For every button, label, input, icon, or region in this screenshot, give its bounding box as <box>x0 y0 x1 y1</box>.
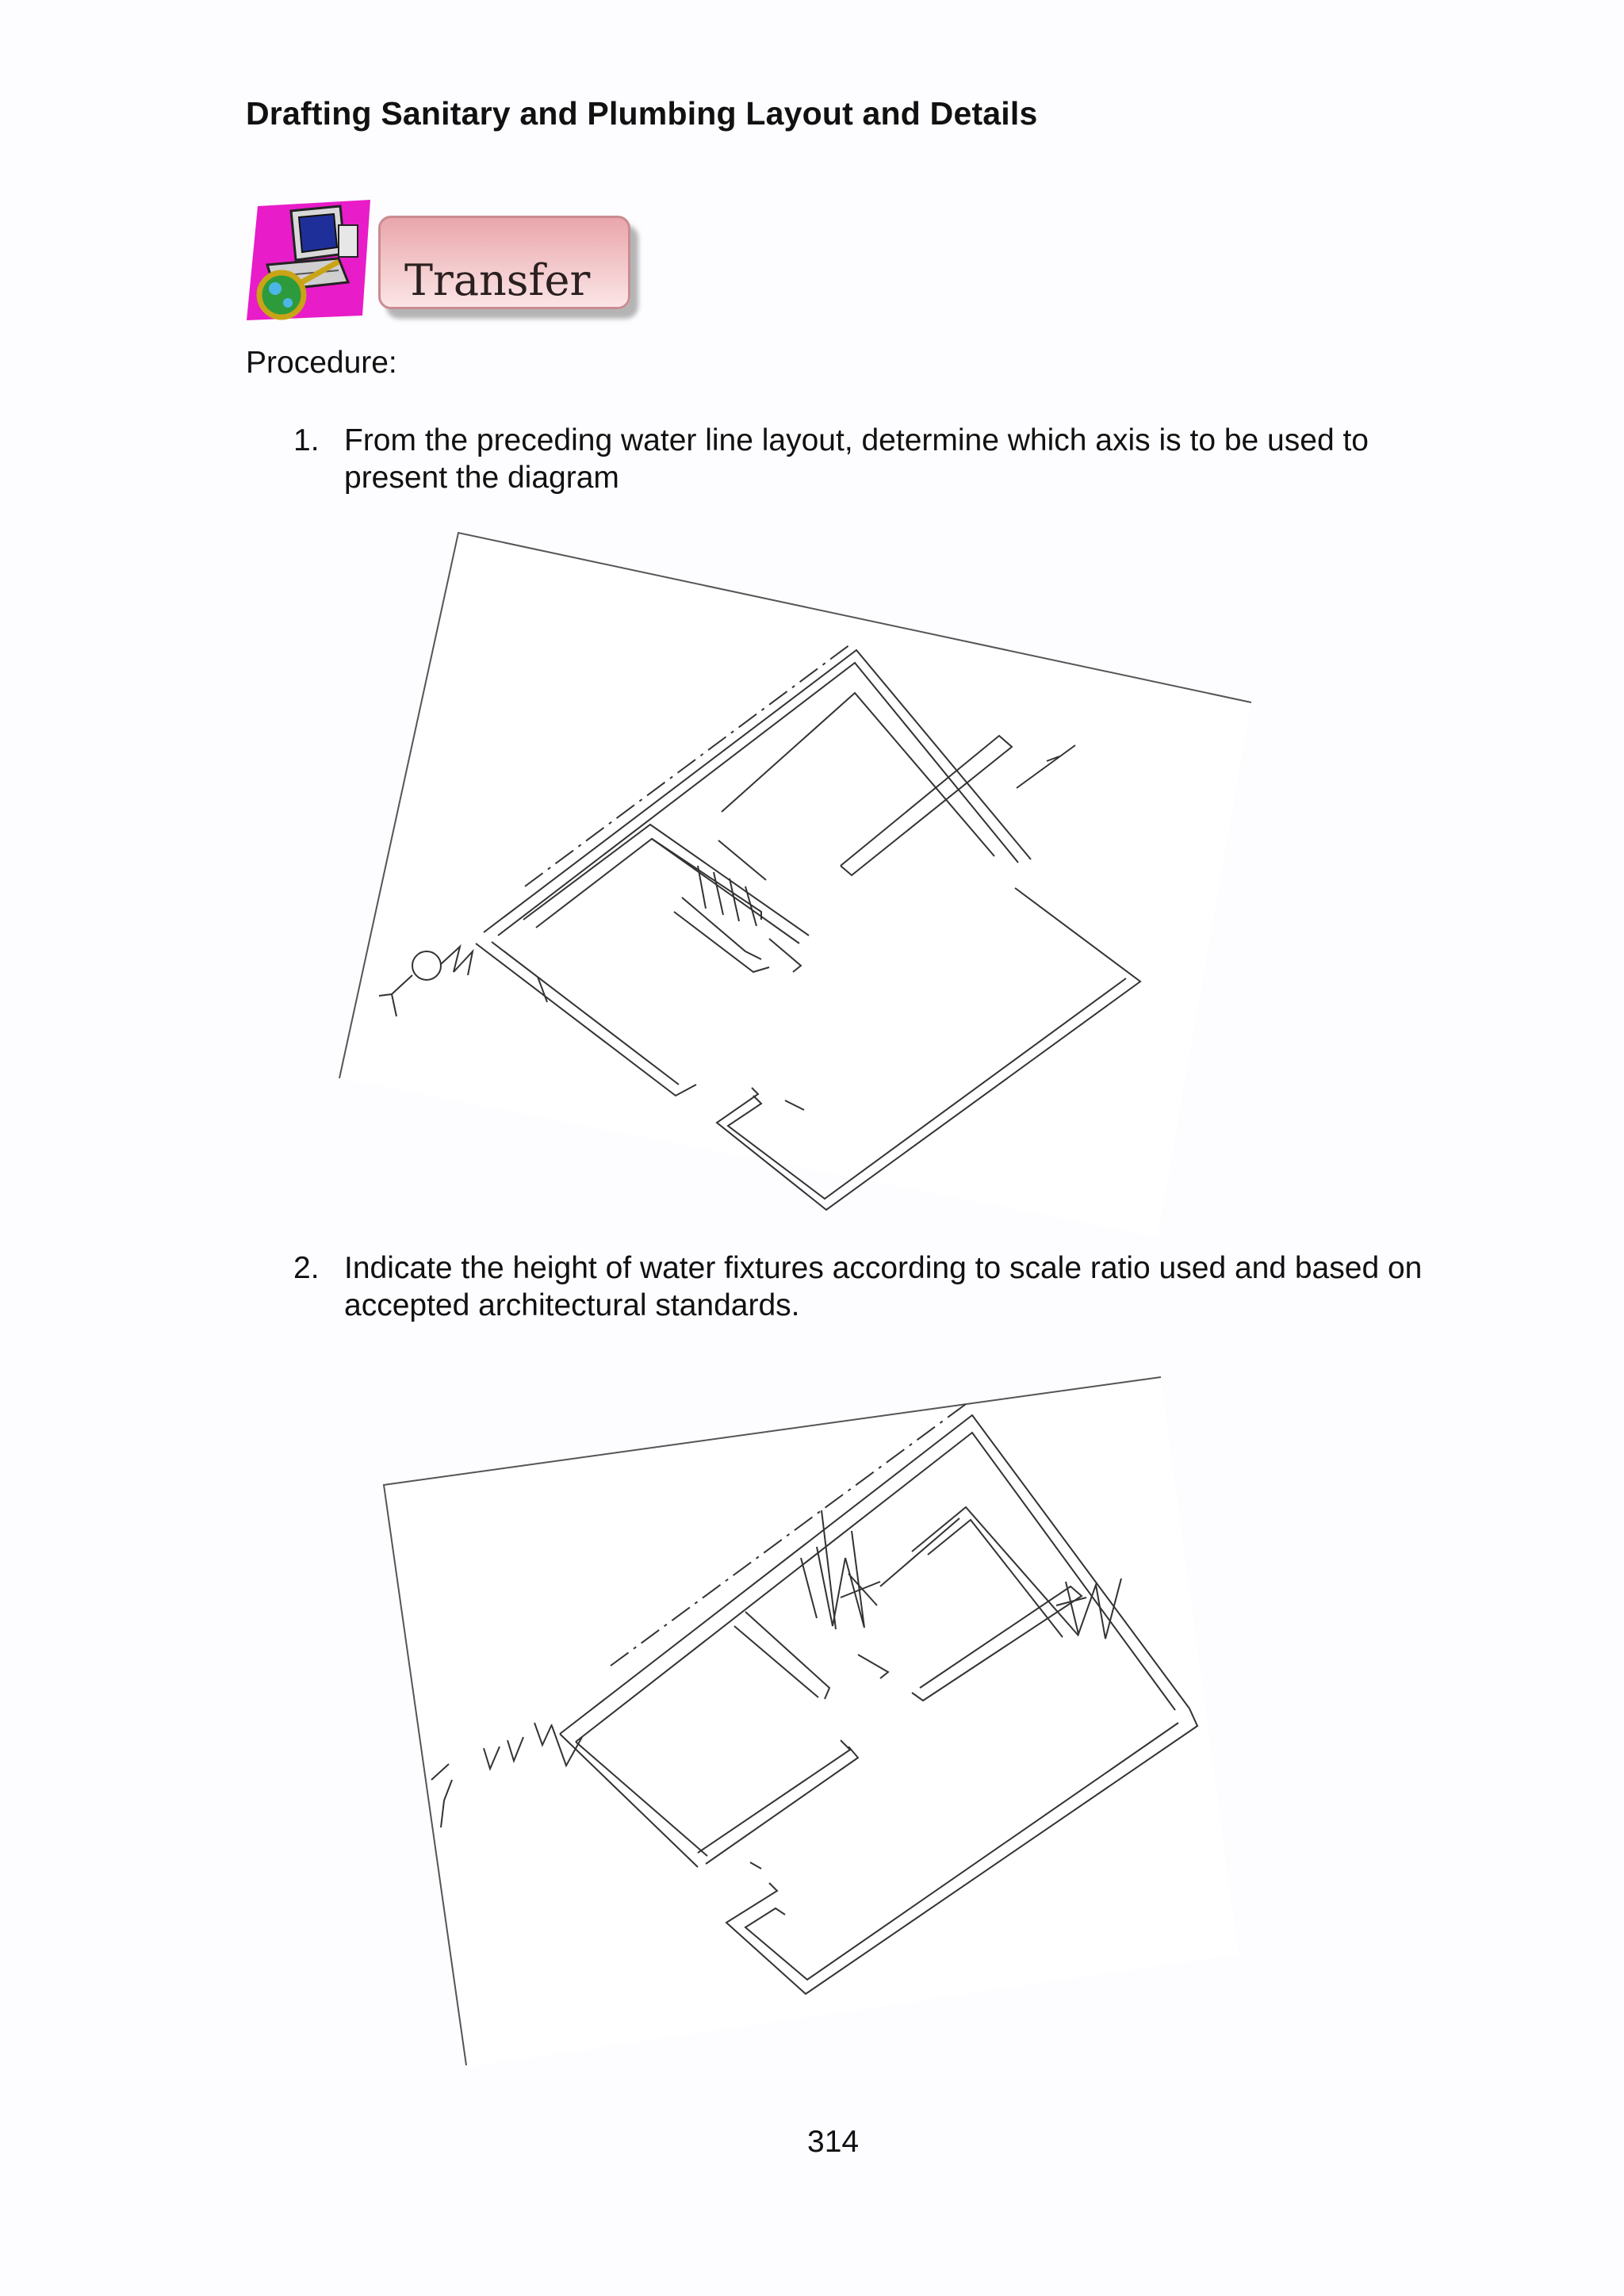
page-title: Drafting Sanitary and Plumbing Layout and Details <box>246 95 1038 132</box>
procedure-label: Procedure: <box>246 346 397 380</box>
fixture-heights-diagram <box>373 1368 1285 2081</box>
transfer-label: Transfer <box>404 255 591 305</box>
computer-key-icon <box>243 197 375 323</box>
step-text: From the preceding water line layout, determine which axis is to be used to present the diagram <box>344 423 1369 495</box>
page-number: 314 <box>807 2125 860 2159</box>
transfer-button[interactable] <box>378 216 630 309</box>
water-line-layout-diagram <box>333 523 1261 1253</box>
step-text: Indicate the height of water fixtures according to scale ratio used and based on accepted architectural standards. <box>344 1251 1423 1322</box>
step-number: 1. <box>293 423 320 457</box>
step-number: 2. <box>293 1251 320 1285</box>
